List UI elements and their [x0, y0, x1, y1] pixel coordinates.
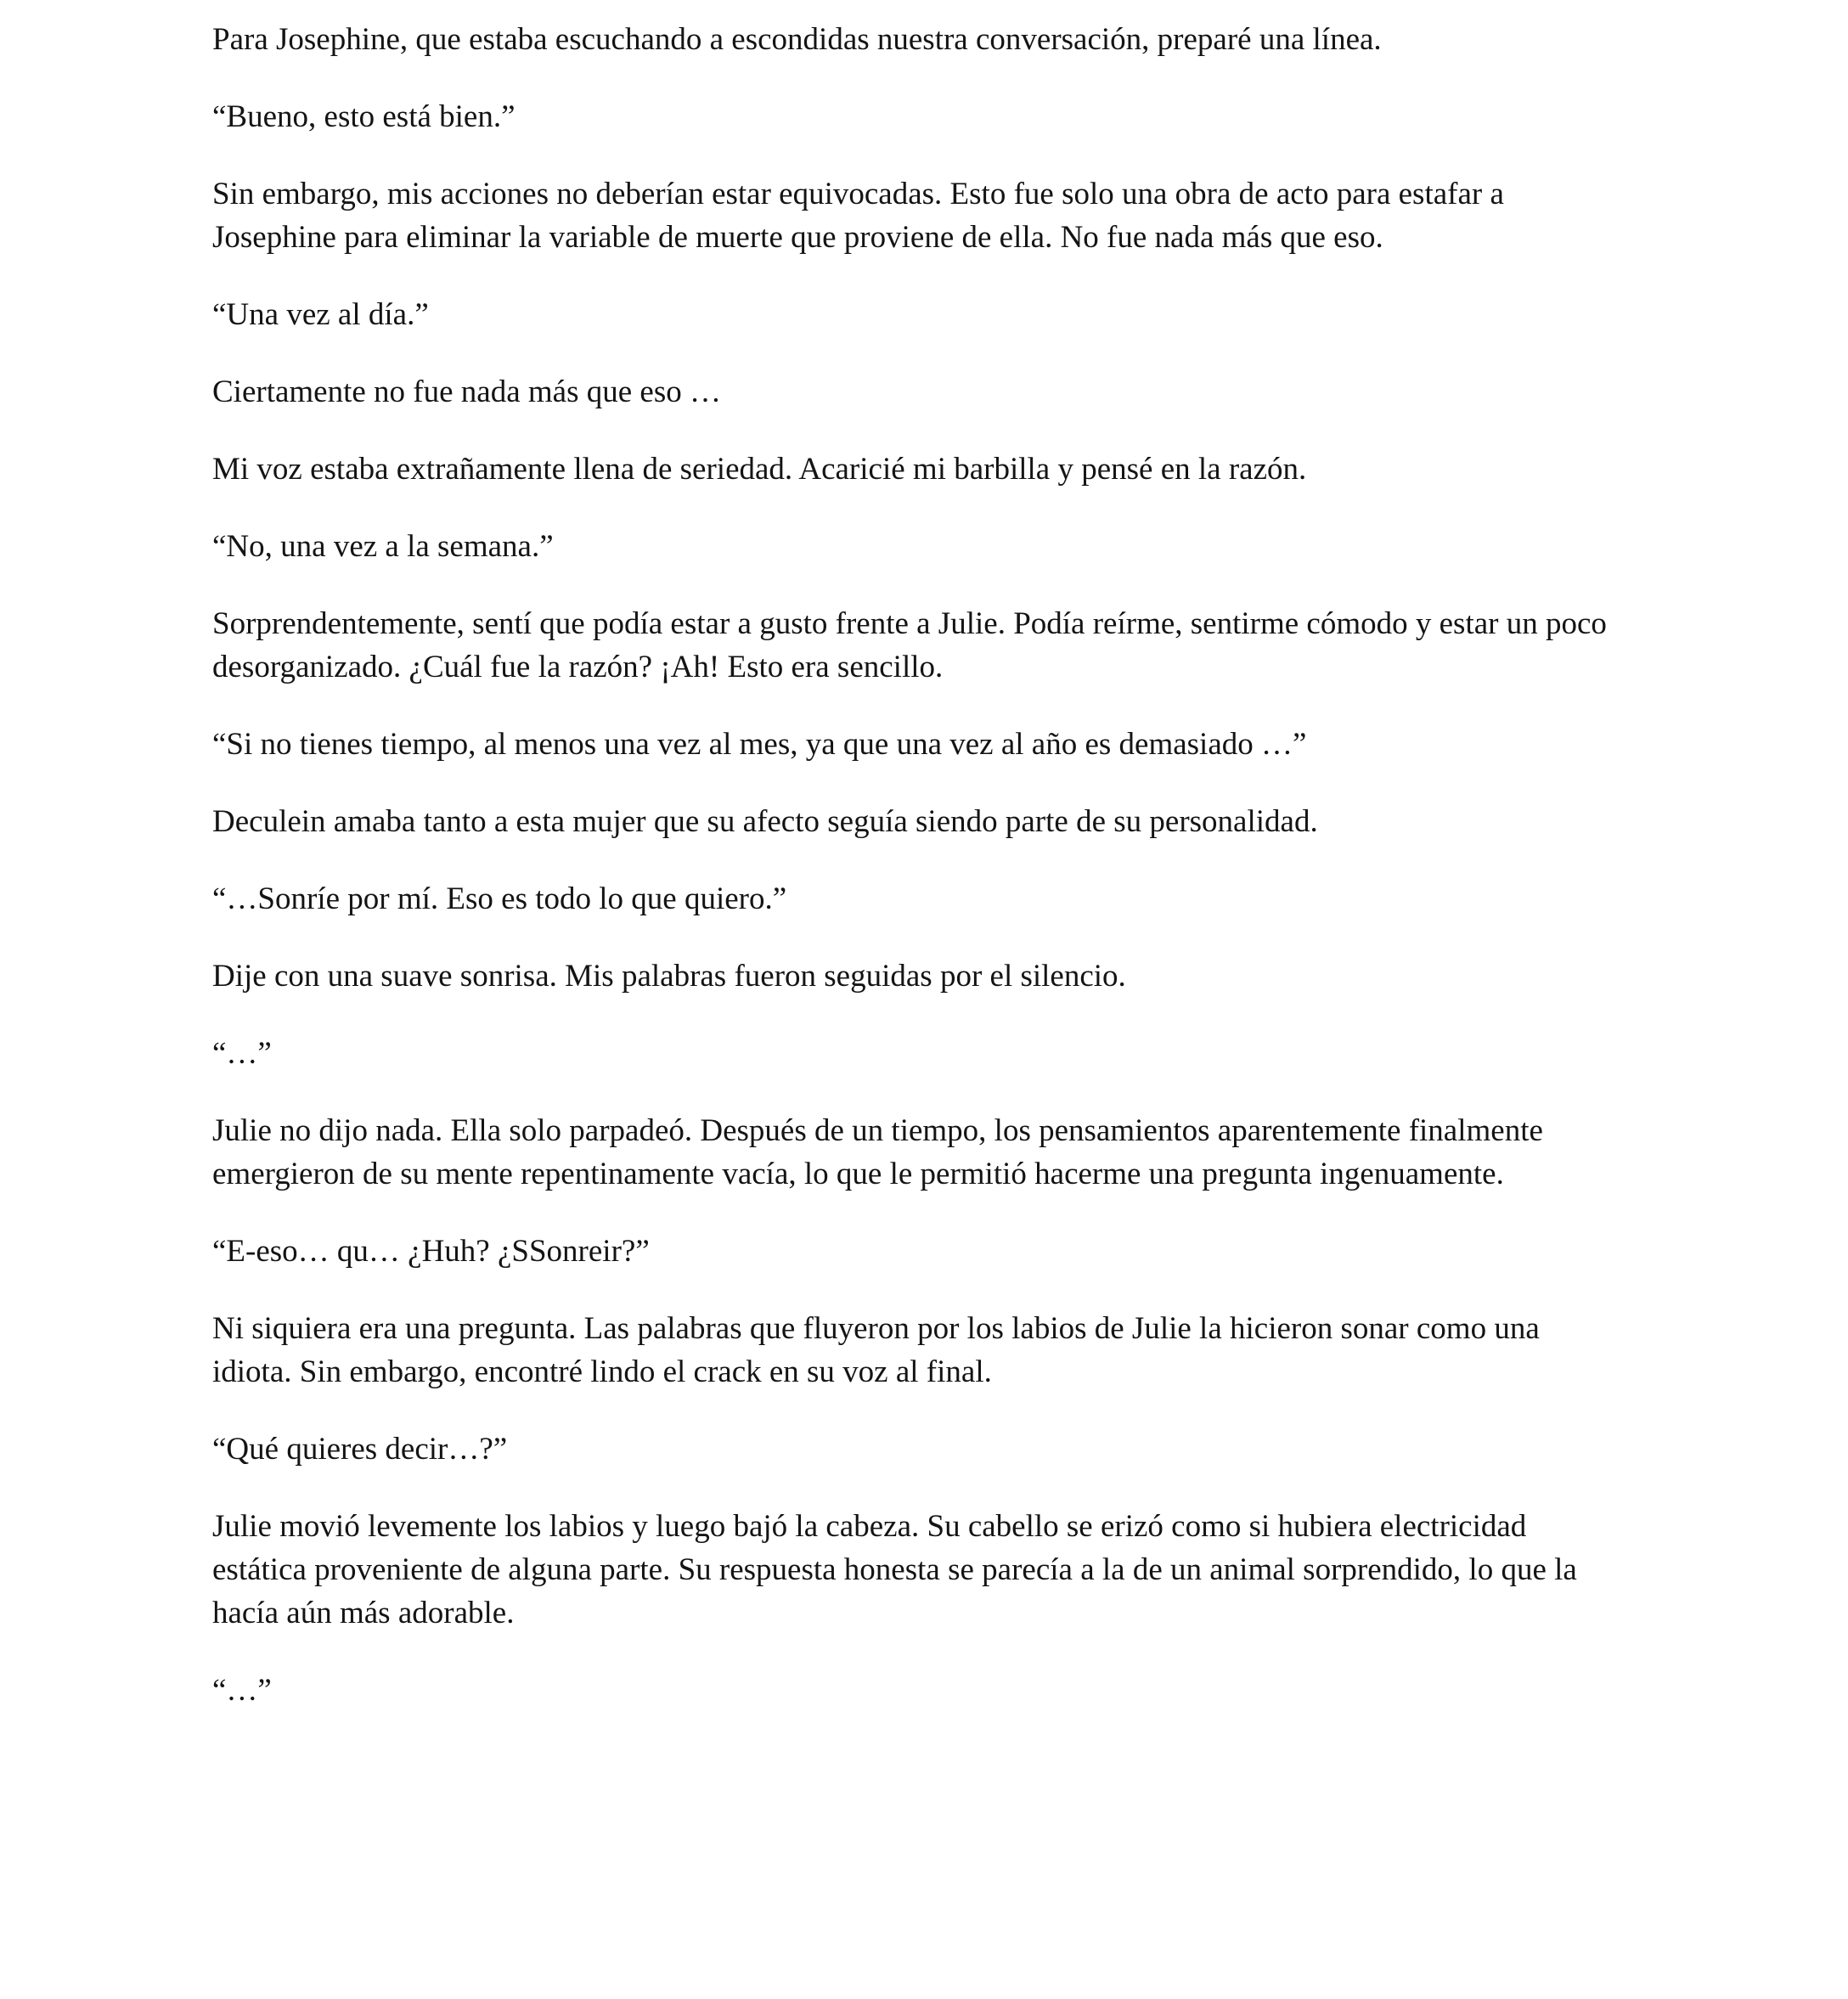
paragraph-dialogue: “E-eso… qu… ¿Huh? ¿SSonreir?”: [212, 1234, 650, 1269]
paragraph: Deculein amaba tanto a esta mujer que su afecto seguía siendo parte de su personalidad.: [212, 804, 1318, 839]
paragraph-dialogue: “Una vez al día.”: [212, 297, 429, 332]
paragraph: Para Josephine, que estaba escuchando a escondidas nuestra conversación, preparé una línea.: [212, 22, 1382, 57]
paragraph-dialogue: “…Sonríe por mí. Eso es todo lo que quiero.”: [212, 881, 787, 916]
paragraph: Sorprendentemente, sentí que podía estar a gusto frente a Julie. Podía reírme, sentirme cómodo y estar un poco desorganizado. ¿Cuál fue la razón? ¡Ah! Esto era sencillo.: [212, 606, 1607, 684]
paragraph-dialogue: “…”: [212, 1673, 272, 1708]
paragraph-dialogue: “Si no tienes tiempo, al menos una vez al mes, ya que una vez al año es demasiado …”: [212, 727, 1307, 762]
paragraph: Julie movió levemente los labios y luego bajó la cabeza. Su cabello se erizó como si hubiera electricidad estática proveniente de alguna parte. Su respuesta honesta se parecía a la de un animal sorprendido, lo que la hacía aún más adorable.: [212, 1509, 1577, 1630]
paragraph: Ciertamente no fue nada más que eso …: [212, 374, 721, 409]
paragraph-dialogue: “…”: [212, 1036, 272, 1071]
paragraph: Mi voz estaba extrañamente llena de seriedad. Acaricié mi barbilla y pensé en la razón.: [212, 452, 1307, 487]
paragraph-dialogue: “Bueno, esto está bien.”: [212, 99, 516, 134]
paragraph: Sin embargo, mis acciones no deberían estar equivocadas. Esto fue solo una obra de acto para estafar a Josephine para eliminar la variable de muerte que proviene de ella. No fue nada más que eso.: [212, 177, 1504, 255]
paragraph: Dije con una suave sonrisa. Mis palabras fueron seguidas por el silencio.: [212, 959, 1126, 994]
paragraph: Julie no dijo nada. Ella solo parpadeó. Después de un tiempo, los pensamientos aparentemente finalmente emergieron de su mente repentinamente vacía, lo que le permitió hacerme una pregunta ingenuamente.: [212, 1113, 1543, 1191]
paragraph-dialogue: “Qué quieres decir…?”: [212, 1432, 508, 1467]
paragraph-dialogue: “No, una vez a la semana.”: [212, 529, 554, 564]
paragraph: Ni siquiera era una pregunta. Las palabras que fluyeron por los labios de Julie la hicieron sonar como una idiota. Sin embargo, encontré lindo el crack en su voz al final.: [212, 1311, 1540, 1389]
